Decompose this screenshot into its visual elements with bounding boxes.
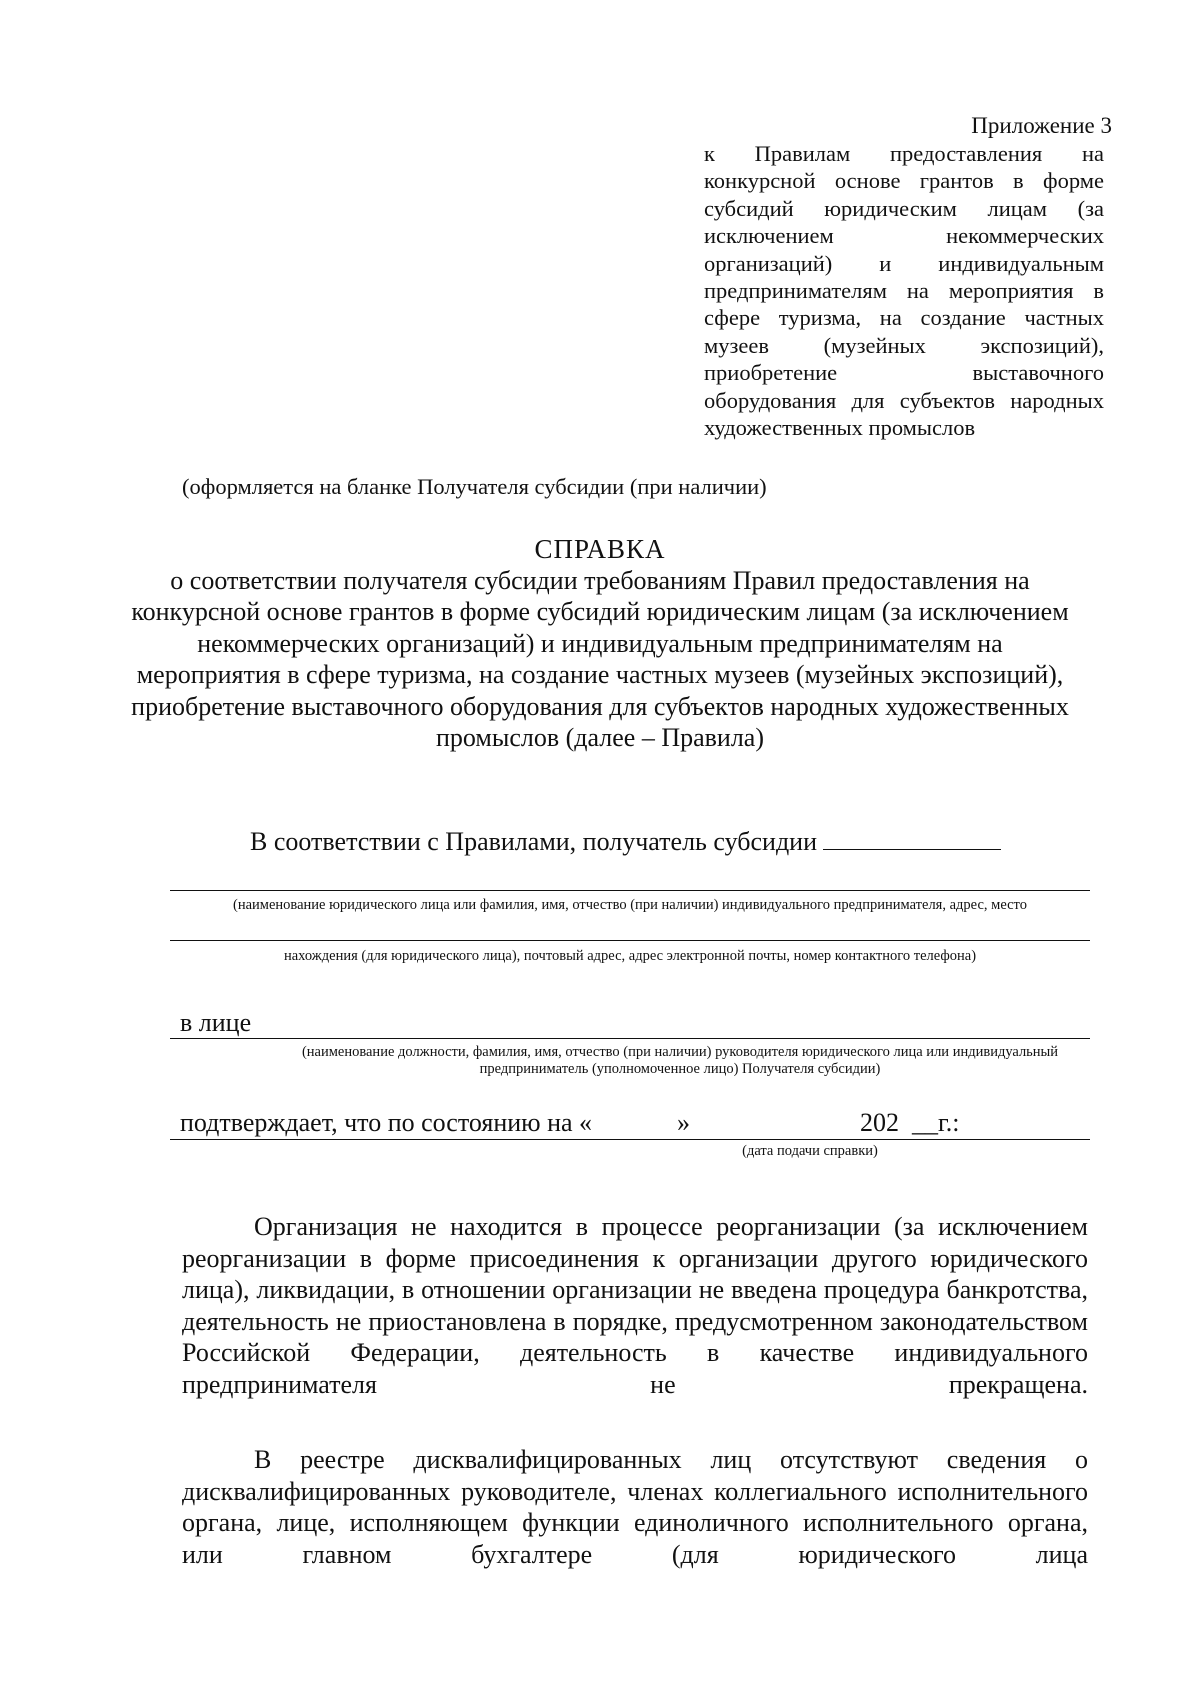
date-year: 202 [860,1108,899,1137]
recipient-field-line-1[interactable] [170,890,1090,891]
appendix-reference: к Правилам предоставления на конкурсной основе грантов в форме субсидий юридическим лицам (за исключением некоммерческих организаций) и индивидуальным предпринимателям на мероприятия в сфере туризма, на создание частных музеев (музейных экспозиций), приобретение выставочного оборудования для субъектов народных художественных промыслов [704,141,1104,441]
representative-field-line[interactable] [170,1038,1090,1039]
date-caption: (дата подачи справки) [742,1143,878,1159]
recipient-caption-2: нахождения (для юридического лица), почтовый адрес, адрес электронной почты, номер контактного телефона) [283,948,977,964]
paragraph-disqualified-registry: В реестре дисквалифицированных лиц отсутствуют сведения о дисквалифицированных руководителе, членах коллегиального исполнительного органа, лице, исполняющем функции единоличного исполнительного органа, или главном бухгалтере (для юридического лица [182,1445,1088,1569]
paragraph-reorganization: Организация не находится в процессе реорганизации (за исключением реорганизации в форме присоединения к организации другого юридического лица), ликвидации, в отношении организации не введена процедура банкротства, деятельность не приостановлена в порядке, предусмотренном законодательством Российской Федерации, деятельность в качестве индивидуального предпринимателя не прекращена. [182,1212,1088,1399]
representative-label: в лице [180,1008,252,1037]
representative-caption: (наименование должности, фамилия, имя, отчество (при наличии) руководителя юридического лица или индивидуальный предприниматель (уполномоченное лицо) Получателя субсидии) [301,1044,1059,1077]
confirmation-line [180,1107,1090,1141]
recipient-field-line-2[interactable] [170,940,1090,941]
confirmation-text: подтверждает, что по состоянию на « [180,1108,593,1137]
date-year-suffix: г.: [938,1108,960,1137]
document-title: СПРАВКА [534,534,666,564]
recipient-name-field[interactable] [823,825,1001,850]
appendix-title: Приложение 3 [971,113,1112,138]
date-quote-close: » [677,1108,690,1137]
confirmation-field-line[interactable] [170,1139,1090,1140]
form-note: (оформляется на бланке Получателя субсидии (при наличии) [182,474,767,499]
recipient-line [250,825,1001,858]
recipient-caption-1: (наименование юридического лица или фамилия, имя, отчество (при наличии) индивидуального предпринимателя, адрес, место [233,897,1027,913]
date-year-blank[interactable]: __ [912,1108,938,1137]
document-subtitle: о соответствии получателя субсидии требованиям Правил предоставления на конкурсной основе грантов в форме субсидий юридическим лицам (за исключением некоммерческих организаций) и индивидуальным предпринимателям на мероприятия в сфере туризма, на создание частных музеев (музейных экспозиций), приобретение выставочного оборудования для субъектов народных художественных промыслов (далее – Правила) [131,566,1069,753]
recipient-intro: В соответствии с Правилами, получатель субсидии [250,827,817,856]
